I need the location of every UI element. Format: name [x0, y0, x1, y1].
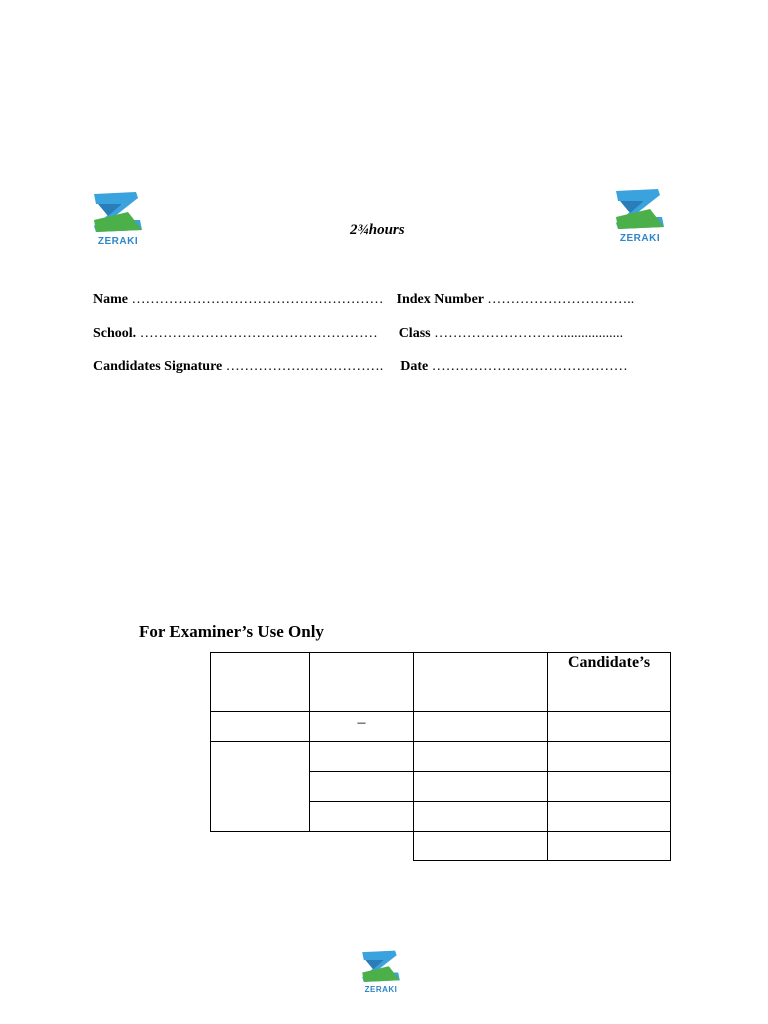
- table-header-cell-3: [413, 652, 548, 712]
- zeraki-z-icon: [357, 949, 405, 985]
- school-blank[interactable]: ……………………………………………: [139, 326, 378, 341]
- table-cell-merged: [210, 741, 310, 832]
- index-number-blank[interactable]: …………………………..: [487, 292, 635, 307]
- class-label: Class: [398, 326, 431, 341]
- candidates-header-text: Candidate’s: [567, 654, 651, 671]
- zeraki-brand-text: ZERAKI: [619, 233, 661, 244]
- zeraki-brand-text: ZERAKI: [97, 236, 139, 247]
- table-cell: [547, 711, 671, 742]
- table-cell: [309, 771, 414, 802]
- dash-mark: –: [357, 714, 366, 731]
- table-cell: [547, 771, 671, 802]
- table-cell: [309, 801, 414, 832]
- field-row-name: [93, 292, 634, 308]
- table-cell: [547, 741, 671, 772]
- signature-label: Candidates Signature: [93, 359, 223, 374]
- table-cell: [413, 741, 548, 772]
- zeraki-logo-left: [88, 190, 148, 250]
- table-cell-total: [547, 831, 671, 861]
- table-cell: [309, 741, 414, 772]
- table-cell: [210, 711, 310, 742]
- name-label: Name: [93, 292, 128, 307]
- school-label: School.: [93, 326, 137, 341]
- exam-duration: 2¾hours: [350, 222, 405, 238]
- table-cell: [413, 711, 548, 742]
- date-blank[interactable]: ……………………………………: [431, 359, 628, 374]
- examiner-use-title: For Examiner’s Use Only: [139, 622, 324, 641]
- table-header-cell-1: [210, 652, 310, 712]
- table-cell: [413, 771, 548, 802]
- name-blank[interactable]: ………………………………………………: [131, 292, 384, 307]
- table-cell-dash: [309, 711, 414, 742]
- zeraki-z-icon: [610, 187, 670, 233]
- zeraki-logo-bottom: [357, 949, 405, 997]
- table-cell-total: [413, 831, 548, 861]
- field-row-school: [93, 326, 623, 342]
- table-header-cell-2: [309, 652, 414, 712]
- class-blank[interactable]: ………………………..................: [434, 326, 624, 341]
- zeraki-logo-right: [610, 187, 670, 247]
- date-label: Date: [400, 359, 429, 374]
- table-cell: [547, 801, 671, 832]
- table-header-cell-candidates: [547, 652, 671, 712]
- index-number-label: Index Number: [396, 292, 484, 307]
- signature-blank[interactable]: …………………………….: [225, 359, 384, 374]
- zeraki-z-icon: [88, 190, 148, 236]
- zeraki-brand-text: ZERAKI: [364, 985, 398, 994]
- table-cell: [413, 801, 548, 832]
- field-row-signature: [93, 359, 628, 375]
